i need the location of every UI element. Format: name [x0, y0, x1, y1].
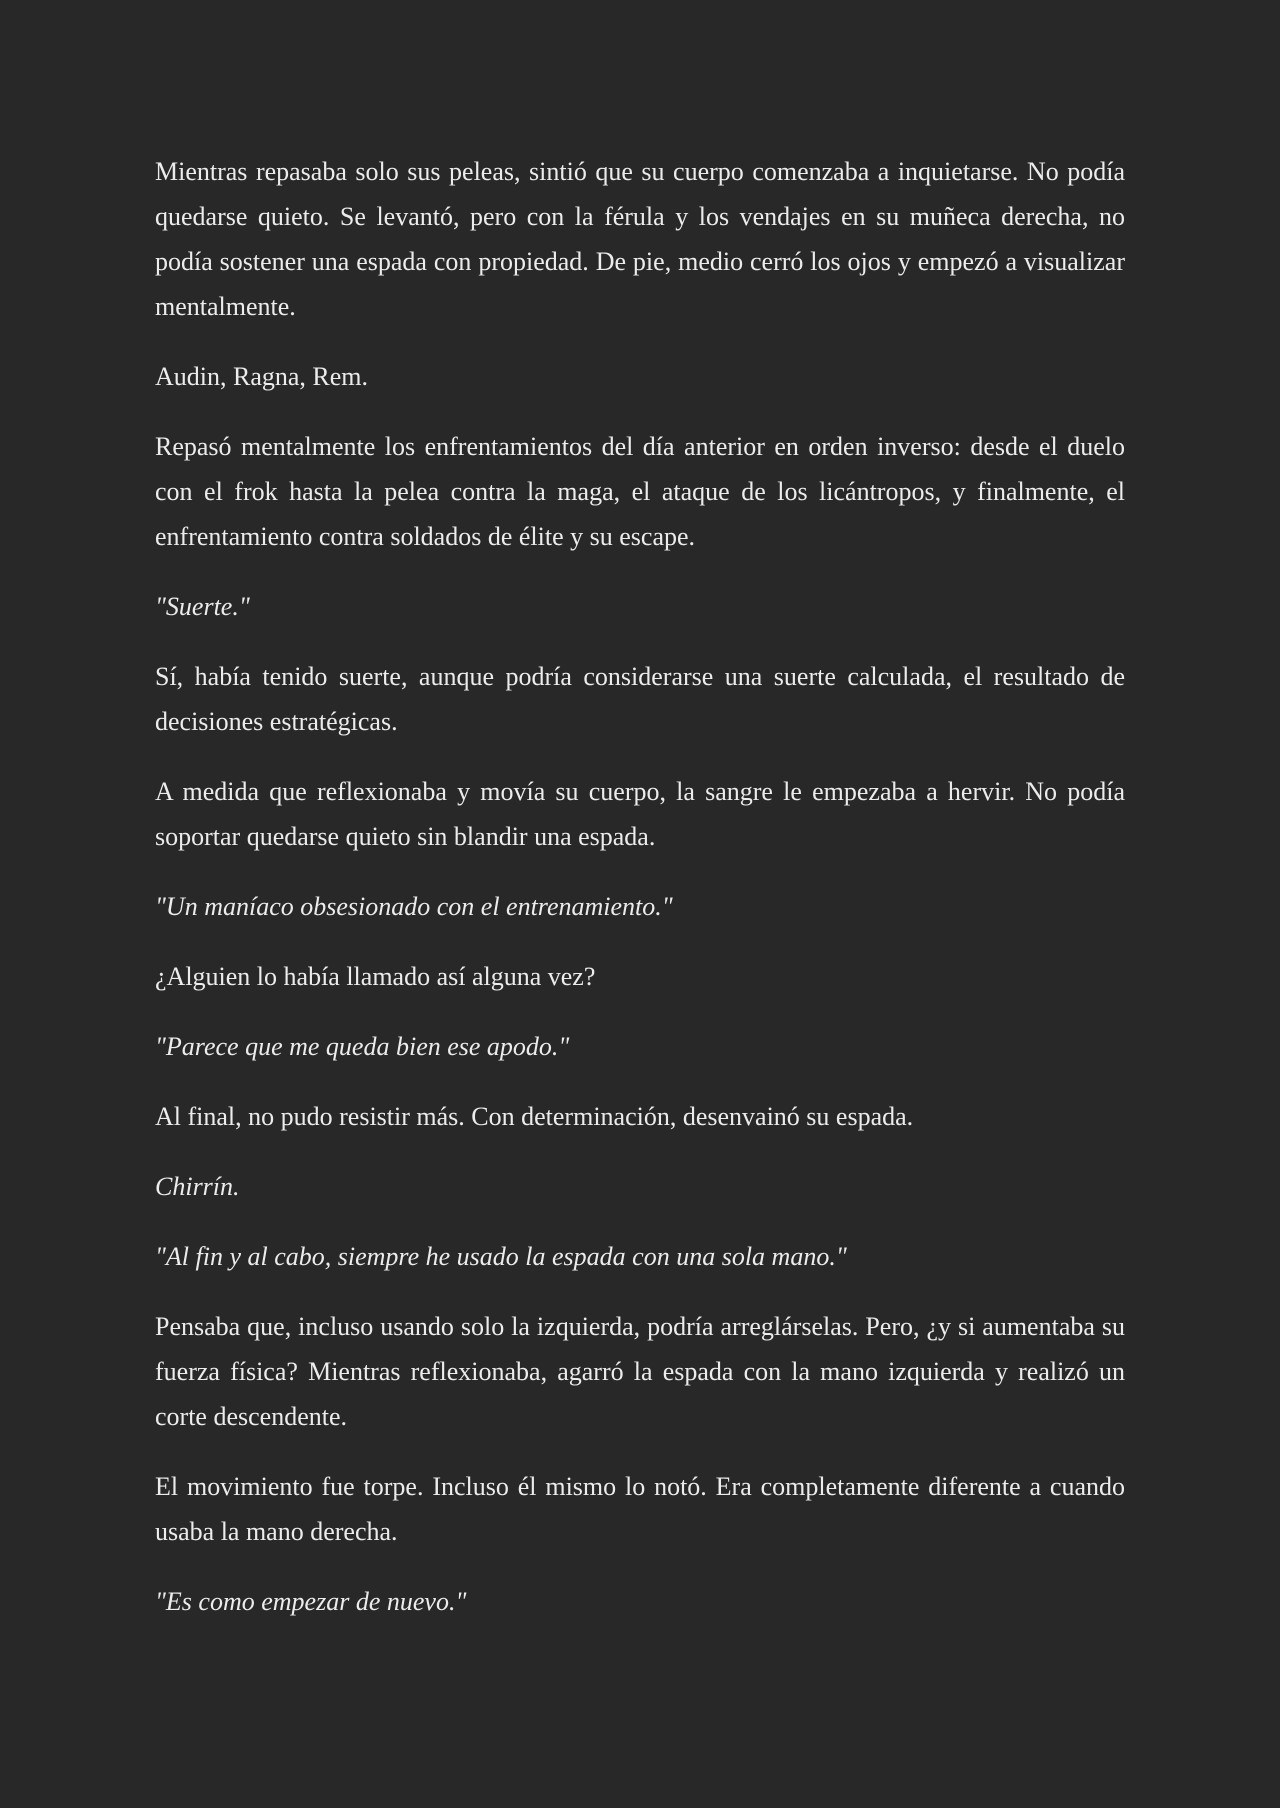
dialogue-paragraph: "Es como empezar de nuevo." [155, 1587, 467, 1616]
narrative-paragraph: ¿Alguien lo había llamado así alguna vez? [155, 962, 596, 991]
dialogue-paragraph: "Suerte." [155, 592, 250, 621]
narrative-paragraph: Mientras repasaba solo sus peleas, sintió que su cuerpo comenzaba a inquietarse. No podía quedarse quieto. Se levantó, pero con la férula y los vendajes en su muñeca derecha, no podía sostener una espada con propiedad. De pie, medio cerró los ojos y empezó a visualizar mentalmente. [155, 157, 1125, 321]
narrative-paragraph: Audin, Ragna, Rem. [155, 362, 369, 391]
narrative-paragraph: Al final, no pudo resistir más. Con determinación, desenvainó su espada. [155, 1102, 914, 1131]
narrative-paragraph: Sí, había tenido suerte, aunque podría considerarse una suerte calculada, el resultado de decisiones estratégicas. [155, 662, 1125, 736]
dialogue-paragraph: "Al fin y al cabo, siempre he usado la espada con una sola mano." [155, 1242, 847, 1271]
dialogue-paragraph: "Parece que me queda bien ese apodo." [155, 1032, 570, 1061]
dialogue-paragraph: "Un maníaco obsesionado con el entrenamiento." [155, 892, 673, 921]
narrative-paragraph: A medida que reflexionaba y movía su cuerpo, la sangre le empezaba a hervir. No podía soportar quedarse quieto sin blandir una espada. [155, 777, 1125, 851]
chapter-text [155, 149, 1125, 1649]
narrative-paragraph: Pensaba que, incluso usando solo la izquierda, podría arreglárselas. Pero, ¿y si aumentaba su fuerza física? Mientras reflexionaba, agarró la espada con la mano izquierda y realizó un corte descendente. [155, 1312, 1125, 1431]
narrative-paragraph: El movimiento fue torpe. Incluso él mismo lo notó. Era completamente diferente a cuando usaba la mano derecha. [155, 1472, 1125, 1546]
dialogue-paragraph: Chirrín. [155, 1172, 240, 1201]
narrative-paragraph: Repasó mentalmente los enfrentamientos del día anterior en orden inverso: desde el duelo con el frok hasta la pelea contra la maga, el ataque de los licántropos, y finalmente, el enfrentamiento contra soldados de élite y su escape. [155, 432, 1125, 551]
